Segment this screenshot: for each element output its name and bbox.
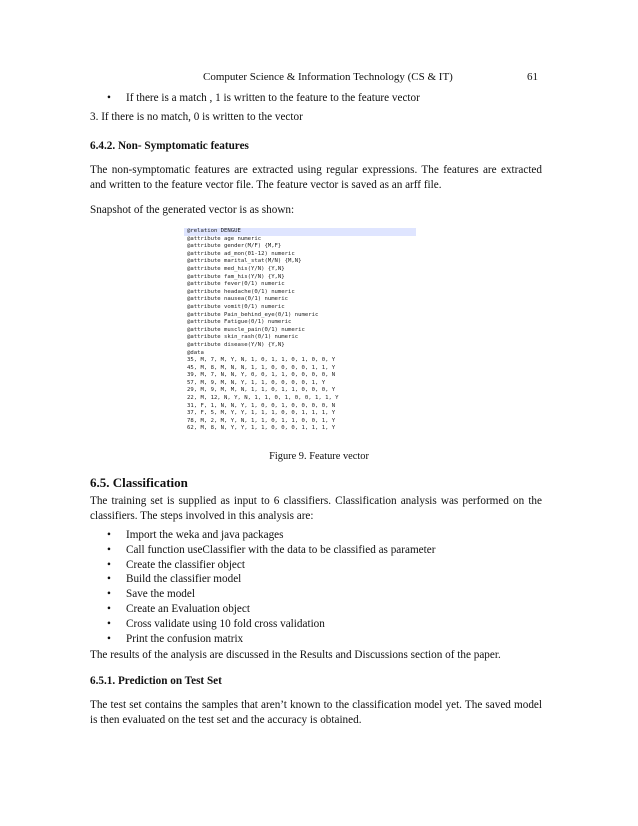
section-65-paragraph: The training set is supplied as input to 6 classifiers. Classification analysis was performed on the classifiers. The steps involved in this analysis are: [90,495,542,522]
bullet-icon: • [107,588,111,601]
feature-vector-line: @attribute nausea(0/1) numeric [187,296,289,303]
classification-step-text: Print the confusion matrix [126,632,244,645]
feature-vector-line: @data [187,349,204,356]
feature-vector-line: @attribute vomit(0/1) numeric [187,303,285,310]
bullet-icon: • [107,543,111,556]
results-paragraph: The results of the analysis are discussed in the Results and Discussions section of the paper. [90,649,501,661]
classification-step-text: Cross validate using 10 fold cross validation [126,617,325,630]
classification-step-text: Import the weka and java packages [126,529,284,541]
bullet-icon: • [107,632,111,645]
figure-caption: Figure 9. Feature vector [269,451,369,462]
section-642-heading: 6.4.2. Non- Symptomatic features [90,140,249,152]
classification-step-text: Create an Evaluation object [126,602,250,615]
section-651-heading: 6.5.1. Prediction on Test Set [90,675,222,687]
feature-vector-line: @attribute muscle_pain(0/1) numeric [187,326,305,333]
bullet-icon: • [107,602,111,615]
classification-step [107,618,547,633]
classification-step-text: Create the classifier object [126,558,245,571]
match-bullet-text: If there is a match , 1 is written to the feature to the feature vector [126,92,420,104]
classification-steps-list [107,529,547,647]
feature-vector-line: @attribute fam_his(Y/N) {Y,N} [187,273,285,280]
journal-name: Computer Science & Information Technology (CS & IT) [203,71,453,83]
section-651-paragraph: The test set contains the samples that aren’t known to the classification model yet. The saved model is then evaluated on the test set and the accuracy is obtained. [90,699,542,726]
page-number: 61 [527,71,538,83]
feature-vector-figure [184,228,416,442]
feature-vector-line: @attribute skin_rash(0/1) numeric [187,334,299,341]
snapshot-intro: Snapshot of the generated vector is as shown: [90,204,295,216]
feature-vector-line: @attribute headache(0/1) numeric [187,288,295,295]
feature-vector-line: 35, M, 7, M, Y, N, 1, 0, 1, 1, 0, 1, 0, 0, Y [187,357,336,364]
classification-step-text: Build the classifier model [126,573,242,586]
feature-vector-line: @attribute Pain_behind_eye(0/1) numeric [187,311,319,318]
feature-vector-line: @relation DENGUE [184,228,416,236]
section-642-paragraph: The non-symptomatic features are extracted using regular expressions. The features are extracted and written to the feature vector file. The feature vector is saved as an arff file. [90,164,542,191]
classification-step [107,588,547,603]
feature-vector-line: 22, M, 12, N, Y, N, 1, 1, 0, 1, 0, 0, 1, 1, Y [187,395,339,402]
feature-vector-line: 31, F, 1, N, N, Y, 1, 0, 0, 1, 0, 0, 0, 0, N [187,402,336,409]
classification-step-text: Save the model [126,588,195,601]
classification-step [107,603,547,618]
feature-vector-line: @attribute gender(M/F) {M,F} [187,243,282,250]
feature-vector-line: 37, F, 5, M, Y, Y, 1, 1, 1, 0, 0, 1, 1, 1, Y [187,410,336,417]
feature-vector-line: 39, M, 7, N, N, Y, 0, 0, 1, 1, 0, 0, 0, 0, N [187,372,336,379]
feature-vector-line: @attribute fever(0/1) numeric [187,281,285,288]
classification-step [107,559,547,574]
classification-step [107,573,547,588]
feature-vector-line: 57, M, 9, M, N, Y, 1, 1, 0, 0, 0, 0, 1, Y [187,379,326,386]
running-header [0,71,638,85]
feature-vector-line: @attribute Fatigue(0/1) numeric [187,319,292,326]
bullet-icon: • [107,529,111,541]
bullet-icon: • [107,558,111,571]
feature-vector-line: 78, M, 2, M, Y, N, 1, 1, 0, 1, 1, 0, 0, 1, Y [187,417,336,424]
classification-step [107,544,547,559]
feature-vector-line: @attribute med_his(Y/N) {Y,N} [187,265,285,272]
feature-vector-line: 62, M, 8, N, Y, Y, 1, 1, 0, 0, 0, 1, 1, 1, Y [187,425,336,432]
bullet-icon: • [107,617,111,630]
no-match-step: 3. If there is no match, 0 is written to the vector [90,111,303,123]
bullet-icon: • [107,92,111,104]
classification-step [107,633,547,648]
feature-vector-line: 45, M, 8, M, N, N, 1, 1, 0, 0, 0, 0, 1, 1, Y [187,364,336,371]
classification-step-text: Call function useClassifier with the data to be classified as parameter [126,543,436,556]
section-65-heading: 6.5. Classification [90,475,188,490]
classification-step [107,529,547,544]
feature-vector-line: @attribute age numeric [187,235,262,242]
feature-vector-line: 29, M, 9, M, M, N, 1, 1, 0, 1, 1, 0, 0, 0, Y [187,387,336,394]
feature-vector-line: @attribute disease(Y/N) {Y,N} [187,341,285,348]
feature-vector-line: @attribute ad_mon(01-12) numeric [187,250,295,257]
bullet-icon: • [107,573,111,586]
feature-vector-line: @attribute marital_stat(M/N) {M,N} [187,258,302,265]
